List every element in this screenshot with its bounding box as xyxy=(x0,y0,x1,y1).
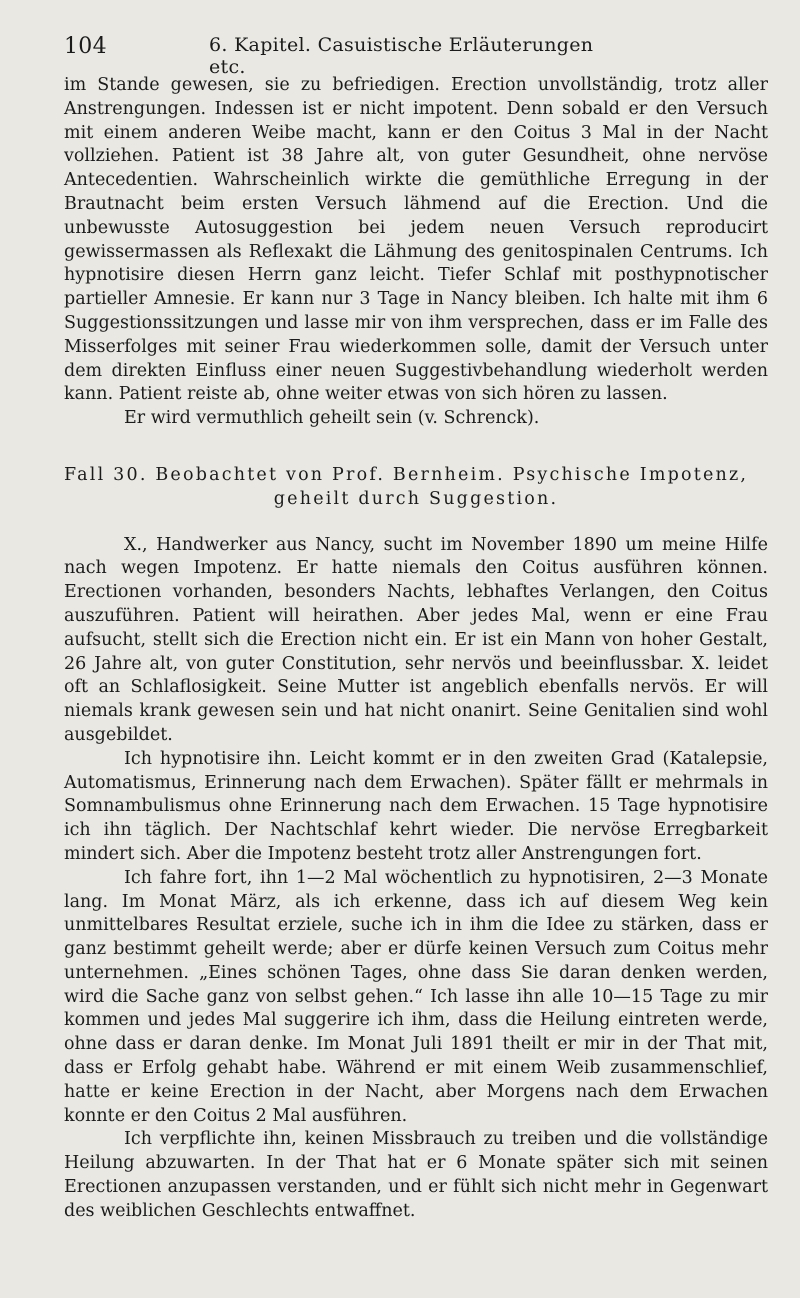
case-paragraph-1: X., Handwerker aus Nancy, sucht im November 1890 um meine Hilfe nach wegen Impotenz. Er hatte niemals den Coitus ausführen können. Erectionen vorhanden, besonders Nachts, lebhaftes Verlangen, den Coitus auszuführen. Patient will heirathen. Aber jedes Mal, wenn er eine Frau aufsucht, stellt sich die Erection nicht ein. Er ist ein Mann von hoher Gestalt, 26 Jahre alt, von guter Constitution, sehr nervös und beeinflussbar. X. leidet oft an Schlaflosigkeit. Seine Mutter ist angeblich ebenfalls nervös. Er will niemals krank gewesen sein und hat nicht onanirt. Seine Genitalien sind wohl ausgebildet. xyxy=(64,534,768,745)
case-paragraph-2: Ich hypnotisire ihn. Leicht kommt er in den zweiten Grad (Katalepsie, Automatismus, Erinnerung nach dem Erwachen). Später fällt er mehrmals in Somnambulismus ohne Erinnerung nach dem Erwachen. 15 Tage hypnotisire ich ihn täglich. Der Nachtschlaf kehrt wieder. Die nervöse Erregbarkeit mindert sich. Aber die Impotenz besteht trotz aller Anstrengungen fort. xyxy=(64,748,768,864)
case-paragraph-4: Ich verpflichte ihn, keinen Missbrauch zu treiben und die vollständige Heilung abzuwarten. In der That hat er 6 Monate später sich mit seinen Erectionen anzupassen verstanden, und er fühlt sich nicht mehr in Gegenwart des weiblichen Geschlechts entwaffnet. xyxy=(64,1129,768,1221)
paragraph-continued: im Stande gewesen, sie zu befriedigen. Erection unvollständig, trotz aller Anstrengungen. Indessen ist er nicht impotent. Denn sobald er den Versuch mit einem anderen Weibe macht, kann er den Coitus 3 Mal in der Nacht vollziehen. Patient ist 38 Jahre alt, von guter Gesundheit, ohne nervöse Antecedentien. Wahrscheinlich wirkte die gemüthliche Erregung in der Brautnacht beim ersten Versuch lähmend auf die Erection. Und die unbewusste Autosuggestion bei jedem neuen Versuch reproducirt gewissermassen als Reflexakt die Lähmung des genitospinalen Centrums. Ich hypnotisire diesen Herrn ganz leicht. Tiefer Schlaf mit posthypnotischer partieller Amnesie. Er kann nur 3 Tage in Nancy bleiben. Ich halte mit ihm 6 Suggestionssitzungen und lasse mir von ihm versprechen, dass er im Falle des Misserfolges mit seiner Frau wiederkommen solle, damit der Versuch unter dem direkten Einfluss einer neuen Suggestivbehandlung wiederholt werden kann. Patient reiste ab, ohne weiter etwas von sich hören zu lassen. xyxy=(64,75,768,405)
case-paragraph-3: Ich fahre fort, ihn 1—2 Mal wöchentlich zu hypnotisiren, 2—3 Monate lang. Im Monat März, als ich erkenne, dass ich auf diesem Weg kein unmittelbares Resultat erziele, suche ich in ihm die Idee zu stärken, dass er ganz bestimmt geheilt werde; aber er dürfe keinen Versuch zum Coitus mehr unternehmen. „Eines schönen Tages, ohne dass Sie daran denken werden, wird die Sache ganz von selbst gehen.“ Ich lasse ihn alle 10—15 Tage zu mir kommen und jedes Mal suggerire ich ihm, dass die Heilung eintreten werde, ohne dass er daran denke. Im Monat Juli 1891 theilt er mir in der That mit, dass er Erfolg gehabt habe. Während er mit einem Weib zusammenschlief, hatte er keine Erection in der Nacht, aber Morgens nach dem Erwachen konnte er den Coitus 2 Mal ausführen. xyxy=(64,867,768,1126)
page-number: 104 xyxy=(64,34,107,59)
case-heading-line2: geheilt durch Suggestion. xyxy=(273,488,559,509)
paragraph-conclusion: Er wird vermuthlich geheilt sein (v. Schrenck). xyxy=(124,408,540,429)
case-heading xyxy=(64,464,768,512)
case-heading-line1: Fall 30. Beobachtet von Prof. Bernheim. Psychische Impotenz, xyxy=(64,464,749,485)
page-body xyxy=(64,74,768,1224)
running-head: 6. Kapitel. Casuistische Erläuterungen etc. xyxy=(209,34,594,78)
